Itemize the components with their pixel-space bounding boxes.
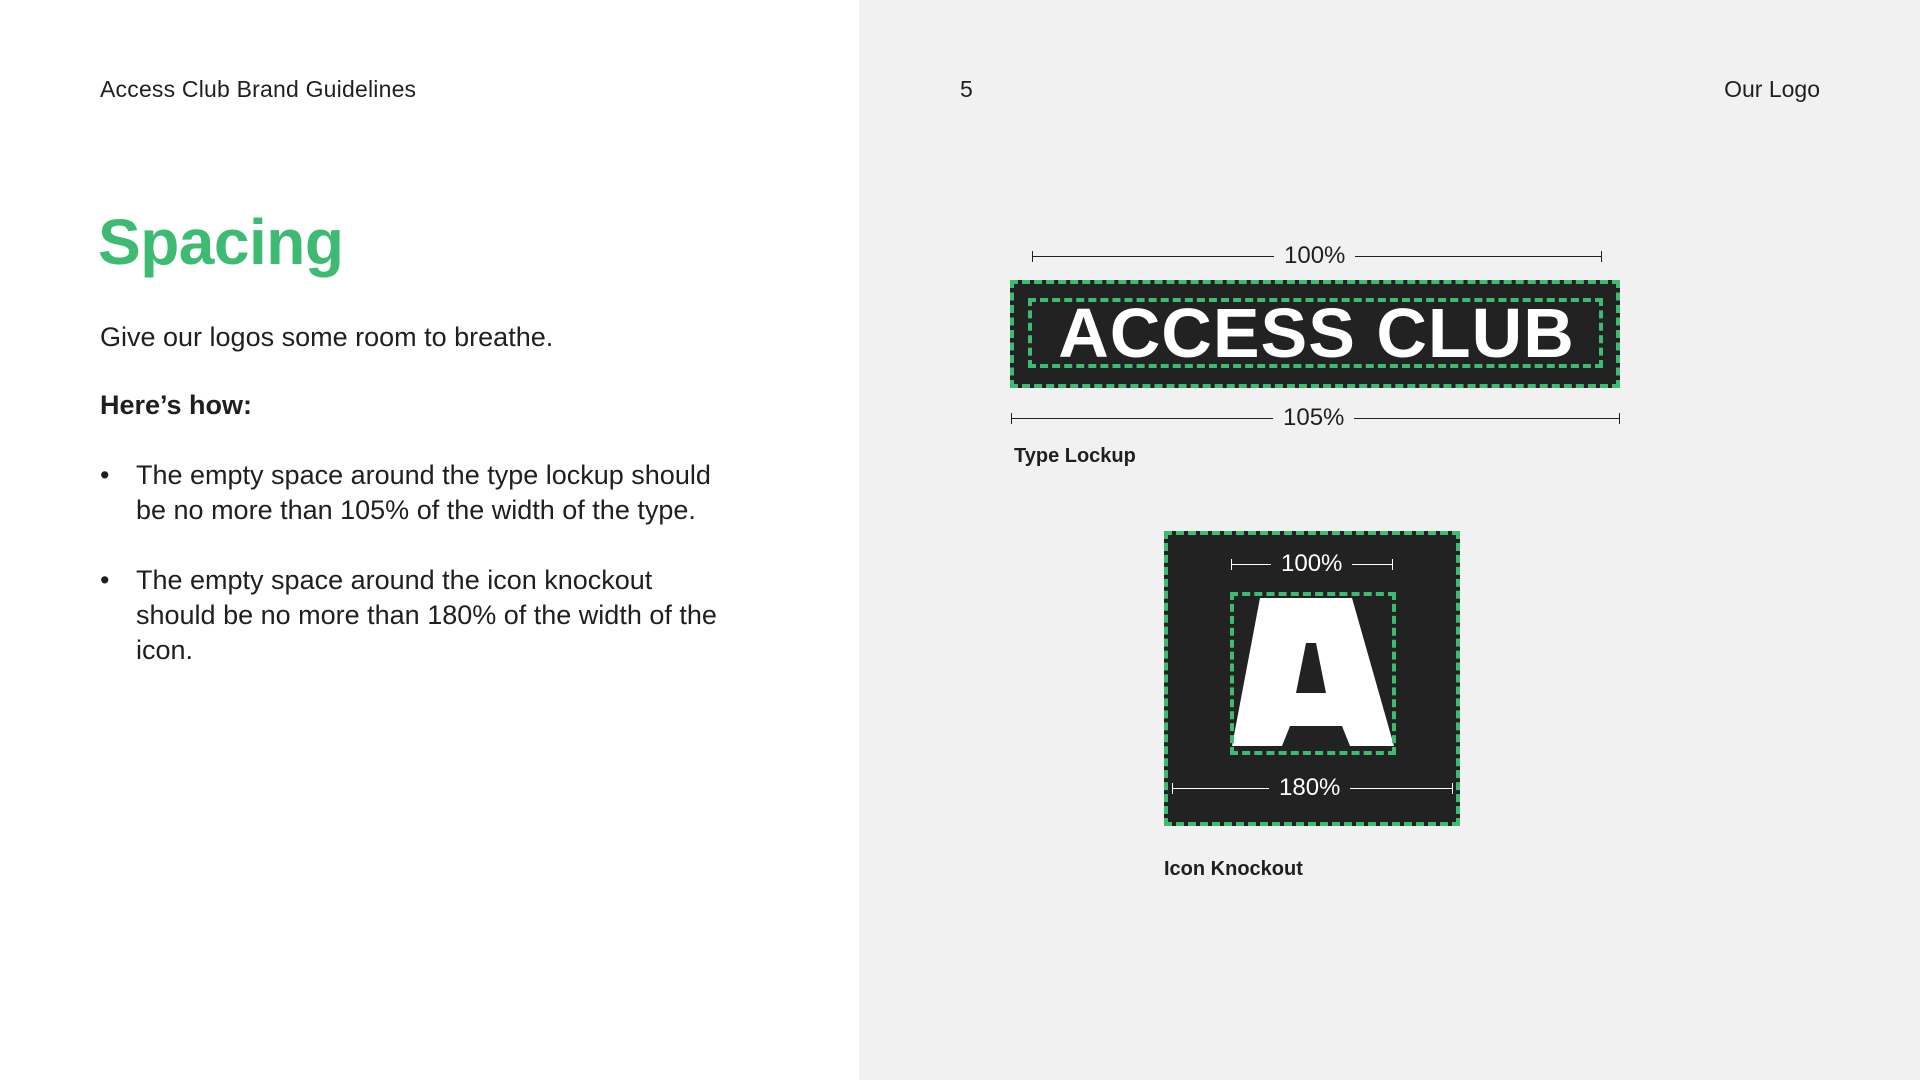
subheading: Here’s how:: [100, 390, 253, 420]
icon-bounds: [1230, 592, 1396, 755]
list-item: [100, 563, 720, 668]
list-item: [100, 458, 720, 528]
guideline-list: [100, 458, 720, 703]
outer-width-label: 105%: [1273, 406, 1354, 430]
bullet-icon: •: [100, 565, 110, 595]
icon-inner-width-label: 100%: [1271, 552, 1352, 576]
icon-knockout-caption: Icon Knockout: [1164, 858, 1303, 880]
access-club-wordmark: ACCESS CLUB: [1058, 294, 1575, 372]
list-item-text: The empty space around the type lockup should be no more than 105% of the width of the type.: [136, 460, 711, 525]
list-item-text: The empty space around the icon knockout should be no more than 180% of the width of the icon.: [136, 565, 717, 665]
bullet-icon: •: [100, 460, 110, 490]
section-name: Our Logo: [1724, 76, 1820, 102]
inner-width-label: 100%: [1274, 244, 1355, 268]
document-title: Access Club Brand Guidelines: [100, 76, 417, 102]
page-heading: Spacing: [98, 206, 344, 278]
type-lockup-caption: Type Lockup: [1014, 445, 1136, 467]
icon-outer-width-label: 180%: [1269, 776, 1350, 800]
page-number: 5: [960, 76, 973, 102]
intro-text: Give our logos some room to breathe.: [100, 322, 554, 352]
